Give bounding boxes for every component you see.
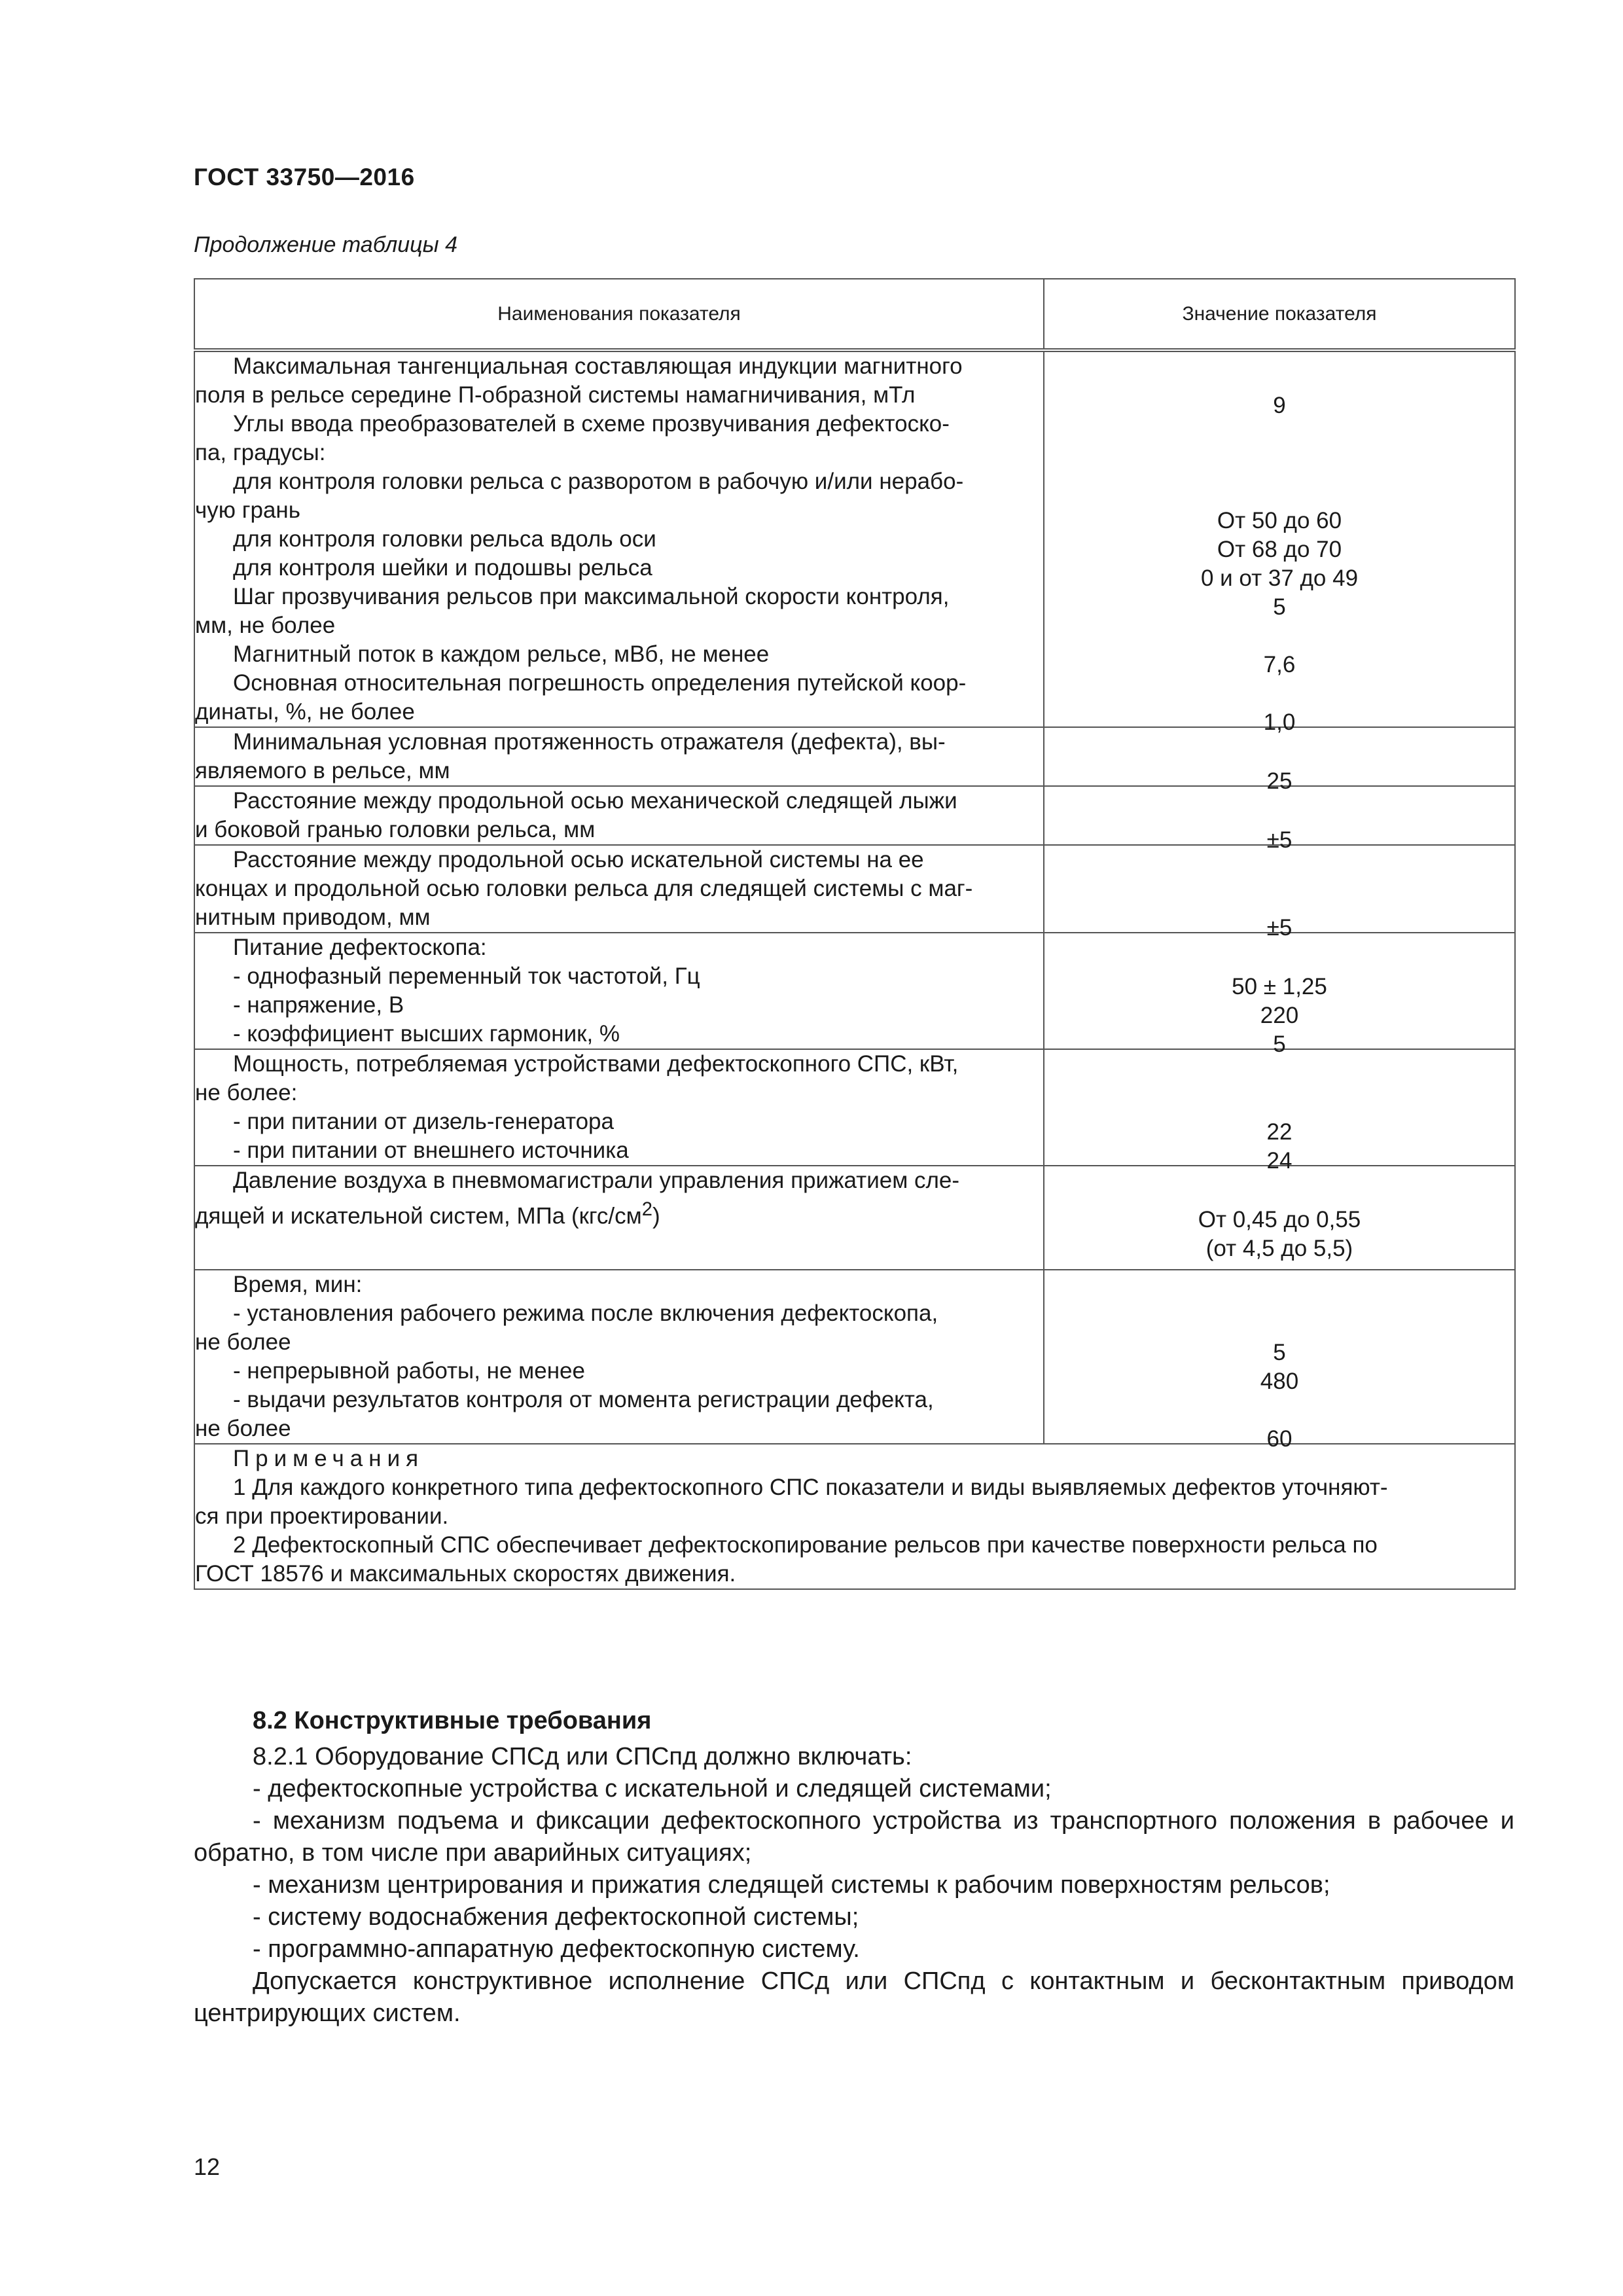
parameter-line: нитным приводом, мм	[195, 905, 431, 930]
parameter-line: поля в рельсе середине П-образной системы намагничивания, мТл	[195, 382, 916, 408]
parameter-name-cell	[194, 786, 1044, 845]
paragraph: 8.2.1 Оборудование СПСд или СПСпд должно включать:	[253, 1743, 912, 1770]
parameter-name-cell	[194, 1166, 1044, 1270]
parameter-line: Время, мин:	[233, 1271, 363, 1297]
parameter-line: Максимальная тангенциальная составляющая индукции магнитного	[233, 353, 963, 379]
parameter-line: чую грань	[195, 497, 300, 523]
note-line: 1 Для каждого конкретного типа дефектоскопного СПС показатели и виды выявляемых дефектов уточняют-	[233, 1474, 1388, 1500]
parameter-value: От 50 до 60	[1217, 508, 1342, 533]
column-header-value: Значение показателя	[1044, 279, 1515, 350]
parameter-line: для контроля головки рельса вдоль оси	[233, 526, 656, 552]
parameter-text: дящей и искательной систем, МПа (кгс/см	[195, 1203, 642, 1229]
parameter-value: ±5	[1266, 827, 1293, 853]
parameter-line: - однофазный переменный ток частотой, Гц	[233, 963, 700, 989]
parameter-value-cell	[1044, 727, 1515, 794]
table-row	[194, 350, 1515, 727]
list-item: - программно-аппаратную дефектоскопную систему.	[253, 1935, 860, 1963]
document-code: ГОСТ 33750—2016	[194, 164, 415, 190]
parameter-name-cell	[194, 727, 1044, 786]
parameter-value: 7,6	[1263, 652, 1296, 677]
parameter-value: 24	[1266, 1148, 1293, 1174]
parameter-line: для контроля головки рельса с разворотом в рабочую и/или нерабо-	[233, 469, 964, 494]
parameter-name-cell	[194, 933, 1044, 1049]
parameter-value-cell	[1044, 350, 1515, 735]
column-header-name: Наименования показателя	[194, 279, 1044, 350]
parameter-line: Питание дефектоскопа:	[233, 935, 487, 960]
table-row	[194, 1270, 1515, 1444]
parameter-line: Углы ввода преобразователей в схеме прозвучивания дефектоско-	[233, 411, 950, 437]
parameter-value: (от 4,5 до 5,5)	[1205, 1236, 1353, 1261]
parameter-name-cell	[194, 845, 1044, 933]
parameter-value: 9	[1273, 393, 1286, 418]
parameter-line: являемого в рельсе, мм	[195, 758, 450, 783]
note-line: ГОСТ 18576 и максимальных скоростях движения.	[195, 1560, 736, 1587]
parameter-line: мм, не более	[195, 613, 336, 638]
table-row	[194, 727, 1515, 786]
parameter-line: и боковой гранью головки рельса, мм	[195, 817, 596, 842]
table-row	[194, 1049, 1515, 1166]
parameter-value-cell	[1044, 1166, 1515, 1270]
parameter-line: для контроля шейки и подошвы рельса	[233, 555, 652, 581]
parameter-value: 50 ± 1,25	[1232, 974, 1327, 999]
page-number: 12	[194, 2153, 221, 2180]
superscript: 2	[641, 1199, 652, 1220]
parameter-line: не более	[195, 1329, 291, 1355]
parameter-value: От 0,45 до 0,55	[1198, 1207, 1361, 1232]
list-item: - дефектоскопные устройства с искательной и следящей системами;	[253, 1775, 1052, 1803]
parameters-table	[194, 278, 1516, 1590]
note-line: 2 Дефектоскопный СПС обеспечивает дефектоскопирование рельсов при качестве поверхности рельса по	[233, 1532, 1378, 1558]
table-row	[194, 786, 1515, 845]
parameter-line: Расстояние между продольной осью механической следящей лыжи	[233, 788, 957, 814]
notes-row	[194, 1444, 1515, 1589]
paragraph: Допускается конструктивное исполнение СПСд или СПСпд с контактным и бесконтактным приводом центрирующих систем.	[194, 1967, 1514, 2027]
parameter-line: - установления рабочего режима после включения дефектоскопа,	[233, 1300, 938, 1326]
table-header-row	[194, 279, 1515, 350]
parameter-name-cell	[194, 350, 1044, 727]
parameter-line	[195, 1195, 1043, 1231]
parameter-name-cell	[194, 1270, 1044, 1444]
parameter-line: концах и продольной осью головки рельса для следящей системы с маг-	[195, 876, 973, 901]
section-8-2	[194, 1705, 1514, 2030]
table-caption: Продолжение таблицы 4	[194, 232, 457, 257]
parameter-value-cell	[1044, 1270, 1515, 1452]
parameter-line: не более	[195, 1415, 291, 1441]
parameter-value: 5	[1273, 1339, 1286, 1365]
parameter-line: Давление воздуха в пневмомагистрали управления прижатием сле-	[233, 1168, 960, 1193]
parameter-line: динаты, %, не более	[195, 699, 415, 725]
parameter-name-cell	[194, 1049, 1044, 1166]
table-row	[194, 845, 1515, 933]
parameter-line: па, градусы:	[195, 440, 326, 465]
parameter-value: 60	[1266, 1426, 1293, 1452]
notes-cell	[194, 1444, 1515, 1589]
parameter-line: - выдачи результатов контроля от момента регистрации дефекта,	[233, 1386, 934, 1412]
list-item: - механизм подъема и фиксации дефектоскопного устройства из транспортного положения в рабочее и обратно, в том числе при аварийных ситуациях;	[194, 1807, 1514, 1867]
parameter-value-cell	[1044, 845, 1515, 941]
parameter-line: не более:	[195, 1080, 298, 1105]
section-heading: 8.2 Конструктивные требования	[253, 1707, 652, 1734]
parameter-value: 220	[1260, 1003, 1299, 1028]
table-row	[194, 1166, 1515, 1270]
list-item: - механизм центрирования и прижатия следящей системы к рабочим поверхностям рельсов;	[253, 1871, 1330, 1899]
parameter-line: Мощность, потребляемая устройствами дефектоскопного СПС, кВт,	[233, 1051, 959, 1077]
parameter-line: - при питании от внешнего источника	[233, 1138, 629, 1163]
parameter-value: 5	[1273, 1031, 1286, 1057]
parameter-value-cell	[1044, 933, 1515, 1057]
parameter-value-cell	[1044, 786, 1515, 853]
parameter-line: - непрерывной работы, не менее	[233, 1357, 585, 1384]
parameter-value-cell	[1044, 1049, 1515, 1174]
parameter-text: )	[652, 1203, 660, 1229]
parameter-value: 25	[1266, 768, 1293, 794]
parameter-line: - напряжение, В	[233, 992, 404, 1018]
parameter-value: 1,0	[1263, 709, 1296, 735]
parameter-value: 480	[1260, 1368, 1299, 1394]
note-line: ся при проектировании.	[195, 1503, 449, 1529]
parameter-line: Минимальная условная протяженность отражателя (дефекта), вы-	[233, 729, 946, 755]
parameter-value: ±5	[1266, 915, 1293, 941]
parameter-value: 0 и от 37 до 49	[1200, 565, 1359, 591]
table-row	[194, 933, 1515, 1049]
parameter-line: Шаг прозвучивания рельсов при максимальной скорости контроля,	[233, 584, 950, 609]
list-item: - систему водоснабжения дефектоскопной системы;	[253, 1903, 859, 1931]
parameter-line: Магнитный поток в каждом рельсе, мВб, не менее	[233, 641, 770, 667]
notes-title: Примечания	[233, 1445, 425, 1471]
parameter-value: От 68 до 70	[1217, 537, 1342, 562]
parameter-value: 5	[1273, 594, 1286, 620]
parameter-line: Основная относительная погрешность определения путейской коор-	[233, 670, 967, 696]
parameter-line: - при питании от дизель-генератора	[233, 1109, 614, 1134]
parameter-line: Расстояние между продольной осью искательной системы на ее	[233, 847, 924, 872]
parameter-line: - коэффициент высших гармоник, %	[233, 1021, 620, 1047]
parameter-value: 22	[1266, 1119, 1293, 1145]
